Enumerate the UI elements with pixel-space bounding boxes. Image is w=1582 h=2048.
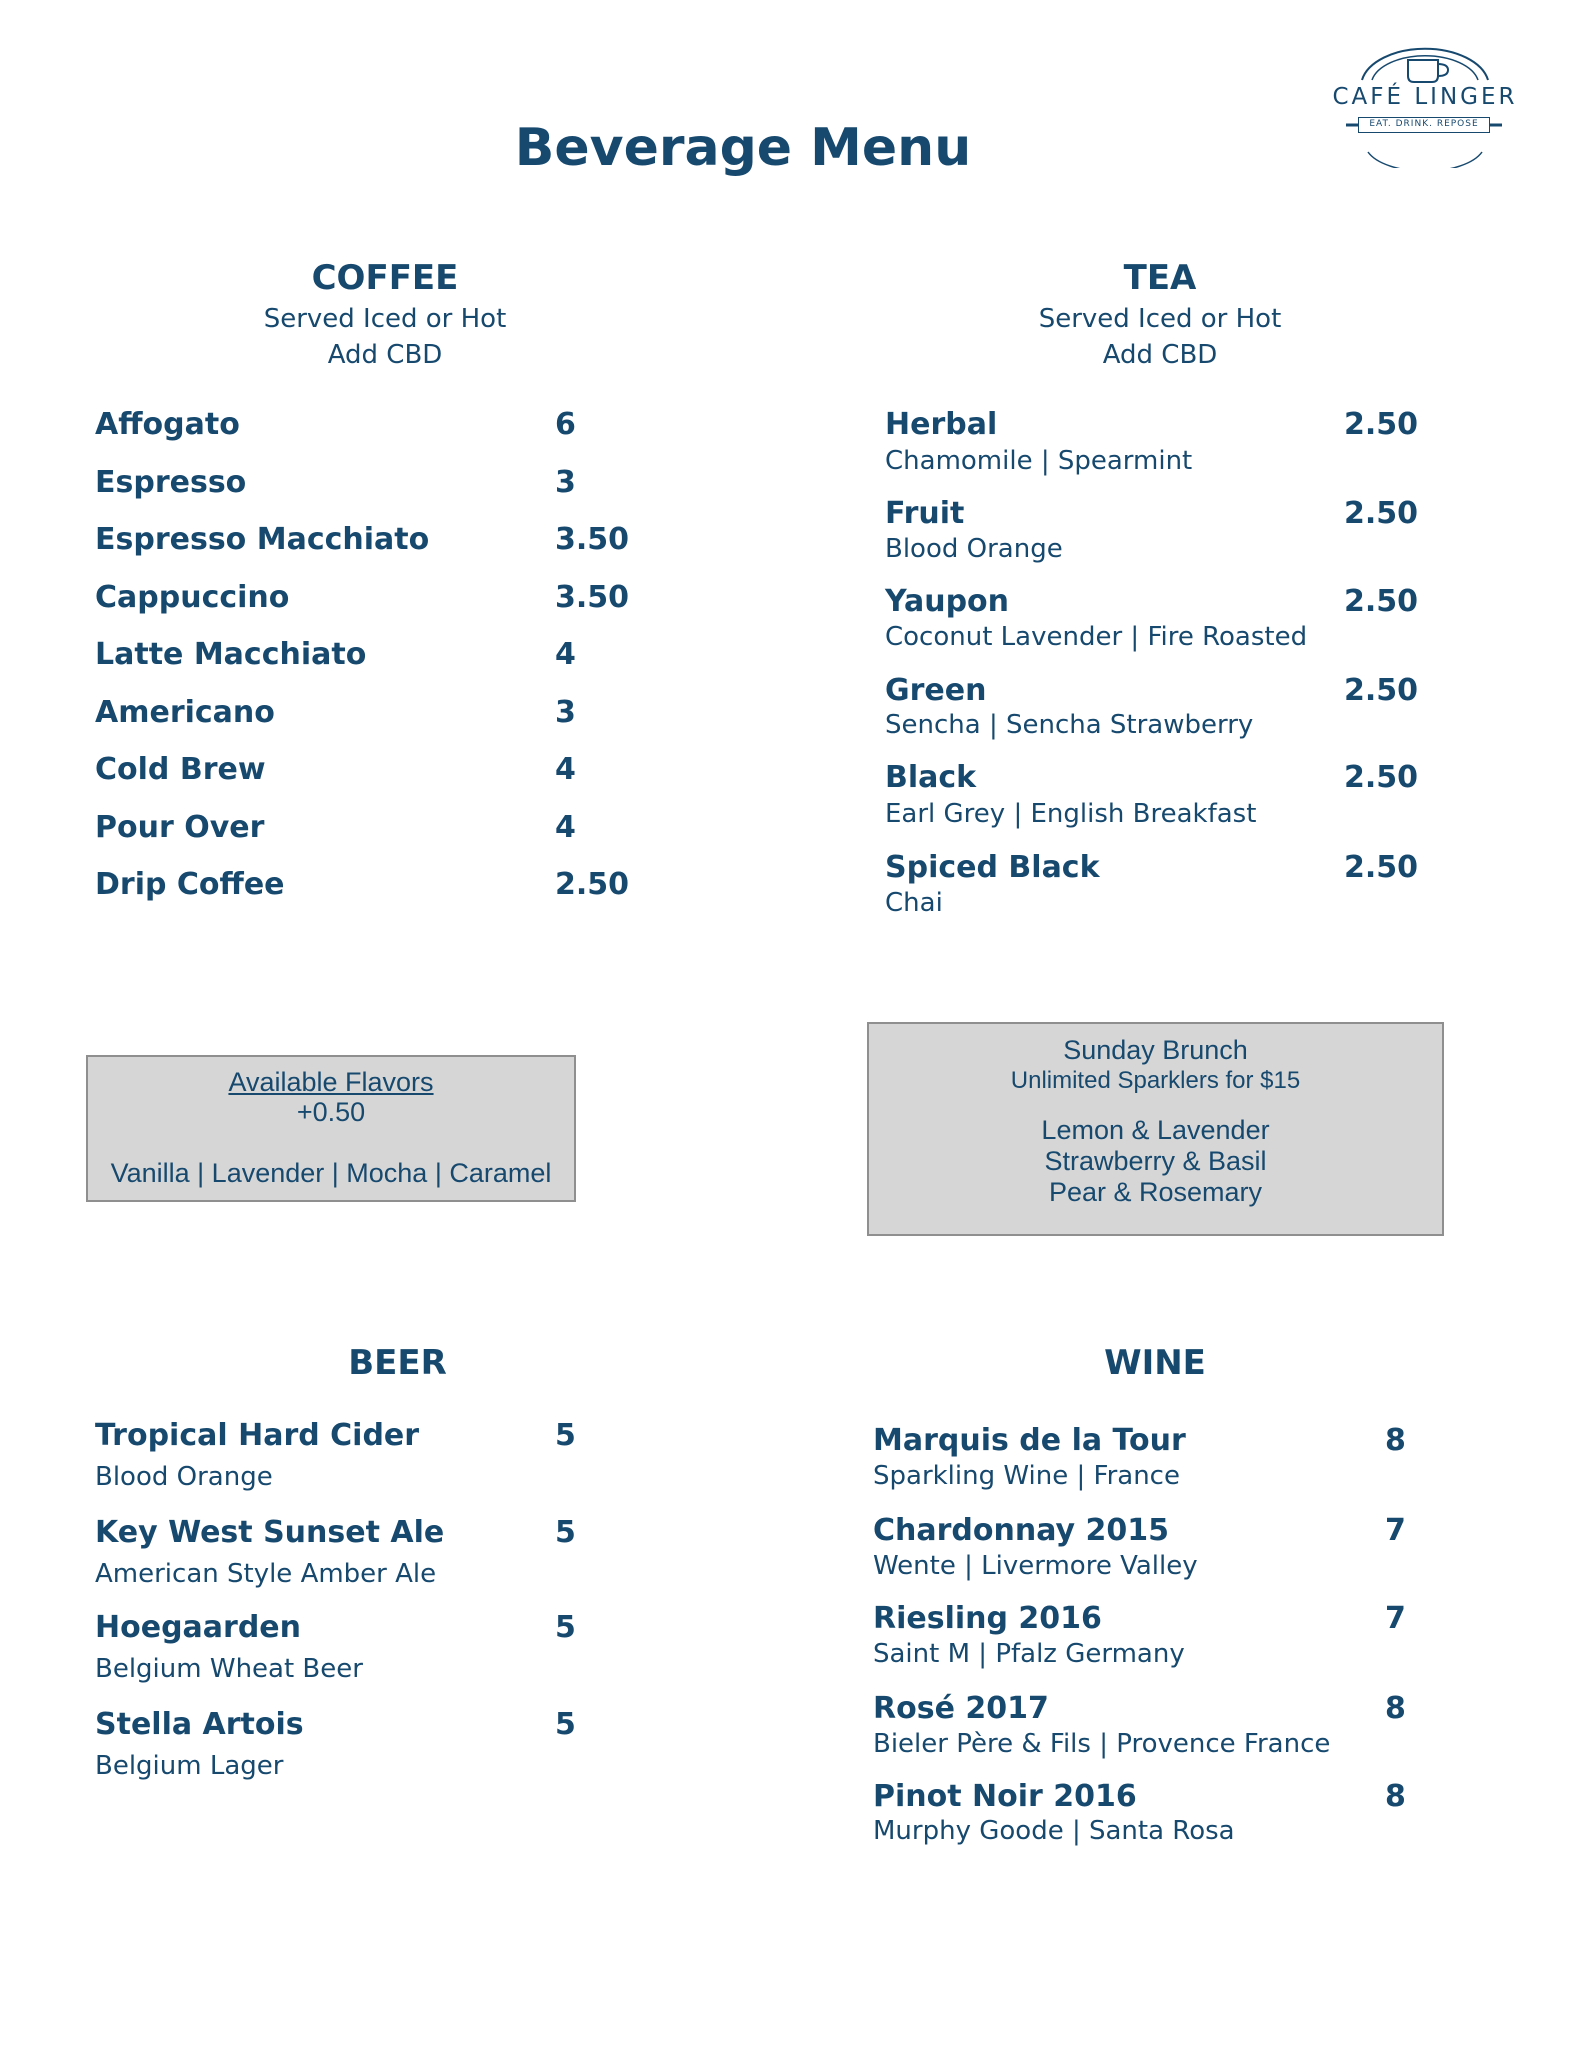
item-name: Hoegaarden [95, 1610, 302, 1645]
item-price: 4 [555, 752, 576, 787]
item-description: Coconut Lavender | Fire Roasted [885, 622, 1308, 652]
item-name: Affogato [95, 407, 240, 442]
item-name: Yaupon [885, 584, 1010, 619]
item-name: Riesling 2016 [873, 1601, 1102, 1636]
item-price: 4 [555, 637, 576, 672]
brunch-box [867, 1022, 1444, 1236]
item-name: Green [885, 673, 987, 708]
item-name: Black [885, 760, 977, 795]
item-name: Pinot Noir 2016 [873, 1779, 1137, 1814]
item-price: 7 [1385, 1513, 1406, 1548]
item-description: Saint M | Pfalz Germany [873, 1639, 1185, 1669]
coffee-subtitle-2: Add CBD [327, 340, 443, 370]
brunch-subtitle: Unlimited Sparklers for $15 [1010, 1067, 1301, 1094]
item-description: Sencha | Sencha Strawberry [885, 710, 1254, 740]
item-price: 5 [555, 1610, 576, 1645]
item-name: Spiced Black [885, 850, 1100, 885]
item-description: Belgium Lager [95, 1751, 284, 1781]
item-price: 8 [1385, 1423, 1406, 1458]
brunch-option: Lemon & Lavender [1041, 1115, 1270, 1145]
item-description: Sparkling Wine | France [873, 1461, 1180, 1491]
flavors-price: +0.50 [296, 1097, 366, 1127]
item-name: Drip Coffee [95, 867, 285, 902]
item-name: Stella Artois [95, 1707, 304, 1742]
item-description: Blood Orange [885, 534, 1063, 564]
item-price: 4 [555, 810, 576, 845]
logo-name: CAFÉ LINGER [1332, 84, 1518, 110]
item-price: 5 [555, 1515, 576, 1550]
item-price: 8 [1385, 1691, 1406, 1726]
item-price: 2.50 [555, 867, 630, 902]
item-price: 8 [1385, 1779, 1406, 1814]
item-description: Chai [885, 888, 943, 918]
item-name: Americano [95, 695, 275, 730]
item-name: Marquis de la Tour [873, 1423, 1186, 1458]
item-description: Bieler Père & Fils | Provence France [873, 1729, 1331, 1759]
item-price: 6 [555, 407, 576, 442]
item-name: Cappuccino [95, 580, 290, 615]
item-price: 2.50 [1344, 760, 1419, 795]
item-price: 5 [555, 1418, 576, 1453]
tea-heading: TEA [1123, 258, 1197, 298]
brunch-option: Pear & Rosemary [1048, 1177, 1263, 1207]
item-price: 2.50 [1344, 584, 1419, 619]
item-name: Cold Brew [95, 752, 266, 787]
coffee-heading: COFFEE [311, 258, 459, 298]
item-price: 3.50 [555, 522, 630, 557]
tea-subtitle-2: Add CBD [1102, 340, 1218, 370]
item-price: 3 [555, 465, 576, 500]
item-description: Murphy Goode | Santa Rosa [873, 1816, 1235, 1846]
item-price: 7 [1385, 1601, 1406, 1636]
item-name: Espresso Macchiato [95, 522, 430, 557]
brunch-option: Strawberry & Basil [1044, 1146, 1267, 1176]
item-description: Earl Grey | English Breakfast [885, 799, 1257, 829]
item-description: American Style Amber Ale [95, 1559, 437, 1589]
item-price: 3.50 [555, 580, 630, 615]
flavors-list: Vanilla | Lavender | Mocha | Caramel [110, 1158, 552, 1188]
item-description: Belgium Wheat Beer [95, 1654, 363, 1684]
brunch-title: Sunday Brunch [1063, 1035, 1248, 1065]
beer-heading: BEER [348, 1343, 447, 1383]
tea-subtitle-1: Served Iced or Hot [1038, 304, 1282, 334]
item-name: Fruit [885, 496, 965, 531]
item-name: Pour Over [95, 810, 265, 845]
item-name: Chardonnay 2015 [873, 1513, 1170, 1548]
coffee-subtitle-1: Served Iced or Hot [263, 304, 507, 334]
item-name: Herbal [885, 407, 998, 442]
item-name: Latte Macchiato [95, 637, 367, 672]
item-name: Tropical Hard Cider [95, 1418, 420, 1453]
flavors-title: Available Flavors [228, 1067, 434, 1097]
item-description: Wente | Livermore Valley [873, 1551, 1198, 1581]
logo-tagline: EAT. DRINK. REPOSE [1358, 117, 1490, 133]
item-description: Blood Orange [95, 1462, 273, 1492]
flavors-box [86, 1055, 576, 1202]
item-price: 3 [555, 695, 576, 730]
wine-heading: WINE [1104, 1343, 1206, 1383]
item-description: Chamomile | Spearmint [885, 446, 1193, 476]
item-price: 2.50 [1344, 407, 1419, 442]
item-price: 2.50 [1344, 850, 1419, 885]
item-price: 2.50 [1344, 496, 1419, 531]
item-price: 2.50 [1344, 673, 1419, 708]
item-price: 5 [555, 1707, 576, 1742]
item-name: Rosé 2017 [873, 1691, 1049, 1726]
page-title: Beverage Menu [514, 118, 972, 178]
item-name: Espresso [95, 465, 247, 500]
item-name: Key West Sunset Ale [95, 1515, 445, 1550]
